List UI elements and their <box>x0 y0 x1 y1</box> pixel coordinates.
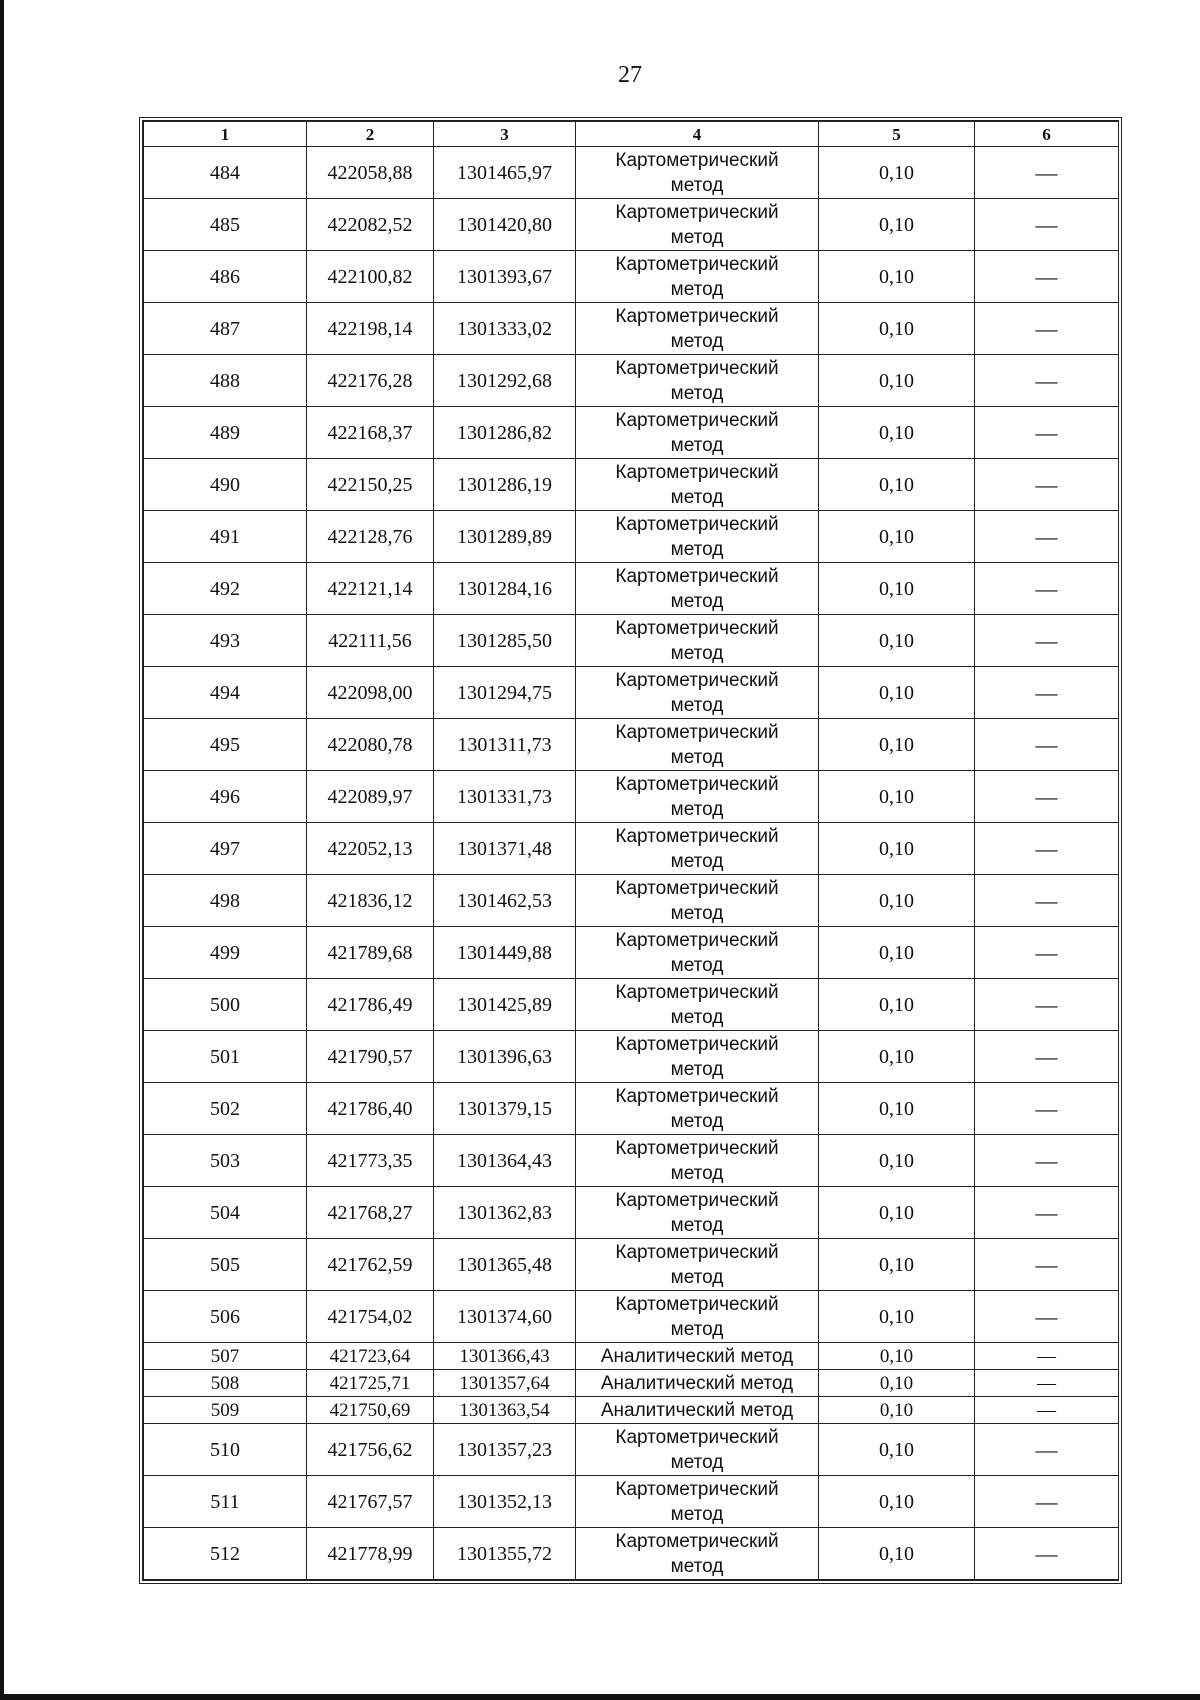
accuracy-cell: 0,10 <box>819 1291 975 1343</box>
note-cell: — <box>975 511 1119 563</box>
table-row <box>144 355 1119 407</box>
accuracy-cell: 0,10 <box>819 979 975 1031</box>
point-number-cell: 488 <box>144 355 307 407</box>
accuracy-cell: 0,10 <box>819 1135 975 1187</box>
y-coordinate-cell: 1301292,68 <box>434 355 576 407</box>
y-coordinate-cell: 1301366,43 <box>434 1343 576 1370</box>
method-line-1: Картометрический <box>615 305 779 327</box>
x-coordinate-cell: 422080,78 <box>307 719 434 771</box>
note-cell: — <box>975 1291 1119 1343</box>
note-cell: — <box>975 459 1119 511</box>
accuracy-cell: 0,10 <box>819 1528 975 1580</box>
table-row <box>144 1135 1119 1187</box>
method-cell <box>576 563 819 615</box>
point-number-cell: 490 <box>144 459 307 511</box>
x-coordinate-cell: 422111,56 <box>307 615 434 667</box>
x-coordinate-cell: 422128,76 <box>307 511 434 563</box>
method-line-1: Картометрический <box>615 1478 779 1500</box>
header-col-1: 1 <box>144 122 307 147</box>
method-line-2: метод <box>670 1503 724 1525</box>
point-number-cell: 496 <box>144 771 307 823</box>
method-line-1: Картометрический <box>615 929 779 951</box>
method-cell <box>576 1135 819 1187</box>
note-cell: — <box>975 1239 1119 1291</box>
note-cell: — <box>975 1135 1119 1187</box>
table-row <box>144 823 1119 875</box>
method-line-2: метод <box>670 434 724 456</box>
note-cell: — <box>975 667 1119 719</box>
method-cell <box>576 719 819 771</box>
method-line-1: Аналитический метод <box>600 1399 794 1421</box>
note-cell: — <box>975 147 1119 199</box>
y-coordinate-cell: 1301425,89 <box>434 979 576 1031</box>
note-cell: — <box>975 927 1119 979</box>
y-coordinate-cell: 1301285,50 <box>434 615 576 667</box>
method-line-1: Аналитический метод <box>600 1372 794 1394</box>
method-cell <box>576 875 819 927</box>
table-row <box>144 303 1119 355</box>
table-row <box>144 199 1119 251</box>
accuracy-cell: 0,10 <box>819 355 975 407</box>
point-number-cell: 500 <box>144 979 307 1031</box>
note-cell: — <box>975 771 1119 823</box>
x-coordinate-cell: 421768,27 <box>307 1187 434 1239</box>
method-line-1: Картометрический <box>615 461 779 483</box>
x-coordinate-cell: 422058,88 <box>307 147 434 199</box>
y-coordinate-cell: 1301311,73 <box>434 719 576 771</box>
method-line-2: метод <box>670 642 724 664</box>
method-line-1: Картометрический <box>615 409 779 431</box>
y-coordinate-cell: 1301286,19 <box>434 459 576 511</box>
method-line-1: Картометрический <box>615 877 779 899</box>
accuracy-cell: 0,10 <box>819 927 975 979</box>
table-row <box>144 251 1119 303</box>
y-coordinate-cell: 1301462,53 <box>434 875 576 927</box>
note-cell: — <box>975 823 1119 875</box>
point-number-cell: 494 <box>144 667 307 719</box>
point-number-cell: 510 <box>144 1424 307 1476</box>
point-number-cell: 493 <box>144 615 307 667</box>
scan-bottom-edge <box>0 1694 1200 1700</box>
coordinates-table <box>143 121 1119 1580</box>
point-number-cell: 484 <box>144 147 307 199</box>
note-cell: — <box>975 563 1119 615</box>
method-cell <box>576 459 819 511</box>
note-cell: — <box>975 407 1119 459</box>
x-coordinate-cell: 422168,37 <box>307 407 434 459</box>
table-row <box>144 1083 1119 1135</box>
x-coordinate-cell: 421773,35 <box>307 1135 434 1187</box>
point-number-cell: 508 <box>144 1370 307 1397</box>
method-cell <box>576 251 819 303</box>
note-cell: — <box>975 875 1119 927</box>
y-coordinate-cell: 1301357,64 <box>434 1370 576 1397</box>
method-line-2: метод <box>670 902 724 924</box>
accuracy-cell: 0,10 <box>819 1370 975 1397</box>
y-coordinate-cell: 1301289,89 <box>434 511 576 563</box>
table-body <box>144 147 1119 1580</box>
x-coordinate-cell: 421836,12 <box>307 875 434 927</box>
accuracy-cell: 0,10 <box>819 1187 975 1239</box>
accuracy-cell: 0,10 <box>819 615 975 667</box>
y-coordinate-cell: 1301363,54 <box>434 1397 576 1424</box>
note-cell: — <box>975 1424 1119 1476</box>
method-cell <box>576 511 819 563</box>
y-coordinate-cell: 1301364,43 <box>434 1135 576 1187</box>
table-row <box>144 1397 1119 1424</box>
table-row <box>144 1343 1119 1370</box>
table-row <box>144 1424 1119 1476</box>
y-coordinate-cell: 1301449,88 <box>434 927 576 979</box>
table-row <box>144 771 1119 823</box>
accuracy-cell: 0,10 <box>819 407 975 459</box>
method-cell <box>576 1370 819 1397</box>
method-line-1: Картометрический <box>615 513 779 535</box>
accuracy-cell: 0,10 <box>819 1343 975 1370</box>
method-line-1: Картометрический <box>615 773 779 795</box>
point-number-cell: 492 <box>144 563 307 615</box>
note-cell: — <box>975 303 1119 355</box>
accuracy-cell: 0,10 <box>819 563 975 615</box>
method-line-1: Картометрический <box>615 721 779 743</box>
x-coordinate-cell: 421767,57 <box>307 1476 434 1528</box>
x-coordinate-cell: 422089,97 <box>307 771 434 823</box>
header-col-4: 4 <box>576 122 819 147</box>
method-line-1: Картометрический <box>615 825 779 847</box>
point-number-cell: 511 <box>144 1476 307 1528</box>
method-line-2: метод <box>670 278 724 300</box>
table-row <box>144 511 1119 563</box>
method-line-2: метод <box>670 1058 724 1080</box>
note-cell: — <box>975 1370 1119 1397</box>
accuracy-cell: 0,10 <box>819 1239 975 1291</box>
method-cell <box>576 1397 819 1424</box>
method-line-1: Картометрический <box>615 1033 779 1055</box>
method-line-1: Картометрический <box>615 981 779 1003</box>
method-cell <box>576 199 819 251</box>
note-cell: — <box>975 1083 1119 1135</box>
x-coordinate-cell: 422150,25 <box>307 459 434 511</box>
y-coordinate-cell: 1301371,48 <box>434 823 576 875</box>
header-col-6: 6 <box>975 122 1119 147</box>
note-cell: — <box>975 1031 1119 1083</box>
method-line-1: Картометрический <box>615 1241 779 1263</box>
method-line-2: метод <box>670 330 724 352</box>
accuracy-cell: 0,10 <box>819 875 975 927</box>
table-row <box>144 1187 1119 1239</box>
method-line-1: Картометрический <box>615 1426 779 1448</box>
y-coordinate-cell: 1301379,15 <box>434 1083 576 1135</box>
table-row <box>144 1239 1119 1291</box>
accuracy-cell: 0,10 <box>819 1031 975 1083</box>
point-number-cell: 509 <box>144 1397 307 1424</box>
coordinates-table-frame <box>139 117 1122 1584</box>
method-cell <box>576 1424 819 1476</box>
accuracy-cell: 0,10 <box>819 667 975 719</box>
method-cell <box>576 1187 819 1239</box>
method-cell <box>576 147 819 199</box>
point-number-cell: 485 <box>144 199 307 251</box>
y-coordinate-cell: 1301357,23 <box>434 1424 576 1476</box>
accuracy-cell: 0,10 <box>819 771 975 823</box>
x-coordinate-cell: 421778,99 <box>307 1528 434 1580</box>
table-row <box>144 1031 1119 1083</box>
y-coordinate-cell: 1301374,60 <box>434 1291 576 1343</box>
accuracy-cell: 0,10 <box>819 1476 975 1528</box>
method-cell <box>576 1528 819 1580</box>
x-coordinate-cell: 421790,57 <box>307 1031 434 1083</box>
note-cell: — <box>975 251 1119 303</box>
y-coordinate-cell: 1301284,16 <box>434 563 576 615</box>
point-number-cell: 495 <box>144 719 307 771</box>
y-coordinate-cell: 1301365,48 <box>434 1239 576 1291</box>
accuracy-cell: 0,10 <box>819 199 975 251</box>
point-number-cell: 486 <box>144 251 307 303</box>
method-line-2: метод <box>670 486 724 508</box>
method-line-2: метод <box>670 1555 724 1577</box>
method-cell <box>576 1343 819 1370</box>
method-line-2: метод <box>670 1110 724 1132</box>
table-row <box>144 1291 1119 1343</box>
method-line-2: метод <box>670 850 724 872</box>
page-number: 27 <box>618 62 642 88</box>
method-line-1: Картометрический <box>615 149 779 171</box>
x-coordinate-cell: 422198,14 <box>307 303 434 355</box>
method-cell <box>576 303 819 355</box>
method-cell <box>576 771 819 823</box>
x-coordinate-cell: 422176,28 <box>307 355 434 407</box>
method-line-1: Картометрический <box>615 1293 779 1315</box>
point-number-cell: 502 <box>144 1083 307 1135</box>
table-row <box>144 459 1119 511</box>
point-number-cell: 504 <box>144 1187 307 1239</box>
point-number-cell: 506 <box>144 1291 307 1343</box>
y-coordinate-cell: 1301294,75 <box>434 667 576 719</box>
method-line-2: метод <box>670 798 724 820</box>
method-line-1: Картометрический <box>615 1530 779 1552</box>
method-line-2: метод <box>670 1451 724 1473</box>
accuracy-cell: 0,10 <box>819 1397 975 1424</box>
point-number-cell: 507 <box>144 1343 307 1370</box>
method-line-1: Аналитический метод <box>600 1345 794 1367</box>
x-coordinate-cell: 421754,02 <box>307 1291 434 1343</box>
accuracy-cell: 0,10 <box>819 511 975 563</box>
accuracy-cell: 0,10 <box>819 823 975 875</box>
x-coordinate-cell: 421789,68 <box>307 927 434 979</box>
method-line-1: Картометрический <box>615 1085 779 1107</box>
method-line-2: метод <box>670 1214 724 1236</box>
table-row <box>144 875 1119 927</box>
table-header-row <box>144 122 1119 147</box>
x-coordinate-cell: 422052,13 <box>307 823 434 875</box>
x-coordinate-cell: 421723,64 <box>307 1343 434 1370</box>
table-row <box>144 563 1119 615</box>
method-line-2: метод <box>670 382 724 404</box>
note-cell: — <box>975 1476 1119 1528</box>
method-cell <box>576 823 819 875</box>
y-coordinate-cell: 1301331,73 <box>434 771 576 823</box>
x-coordinate-cell: 422100,82 <box>307 251 434 303</box>
method-cell <box>576 1031 819 1083</box>
y-coordinate-cell: 1301286,82 <box>434 407 576 459</box>
y-coordinate-cell: 1301362,83 <box>434 1187 576 1239</box>
x-coordinate-cell: 421762,59 <box>307 1239 434 1291</box>
method-line-2: метод <box>670 694 724 716</box>
y-coordinate-cell: 1301465,97 <box>434 147 576 199</box>
table-row <box>144 615 1119 667</box>
method-cell <box>576 1476 819 1528</box>
method-cell <box>576 1239 819 1291</box>
method-line-2: метод <box>670 1162 724 1184</box>
method-line-1: Картометрический <box>615 669 779 691</box>
header-col-2: 2 <box>307 122 434 147</box>
note-cell: — <box>975 1187 1119 1239</box>
method-line-1: Картометрический <box>615 201 779 223</box>
header-col-3: 3 <box>434 122 576 147</box>
method-line-2: метод <box>670 538 724 560</box>
method-line-1: Картометрический <box>615 565 779 587</box>
method-cell <box>576 615 819 667</box>
note-cell: — <box>975 979 1119 1031</box>
method-line-2: метод <box>670 1266 724 1288</box>
method-line-1: Картометрический <box>615 1189 779 1211</box>
note-cell: — <box>975 1528 1119 1580</box>
method-line-2: метод <box>670 590 724 612</box>
point-number-cell: 489 <box>144 407 307 459</box>
method-line-2: метод <box>670 174 724 196</box>
method-cell <box>576 1291 819 1343</box>
y-coordinate-cell: 1301333,02 <box>434 303 576 355</box>
note-cell: — <box>975 1397 1119 1424</box>
table-row <box>144 979 1119 1031</box>
x-coordinate-cell: 422098,00 <box>307 667 434 719</box>
scan-left-edge <box>0 0 4 1700</box>
point-number-cell: 491 <box>144 511 307 563</box>
x-coordinate-cell: 421750,69 <box>307 1397 434 1424</box>
y-coordinate-cell: 1301396,63 <box>434 1031 576 1083</box>
method-cell <box>576 927 819 979</box>
point-number-cell: 497 <box>144 823 307 875</box>
point-number-cell: 505 <box>144 1239 307 1291</box>
accuracy-cell: 0,10 <box>819 1424 975 1476</box>
table-row <box>144 719 1119 771</box>
method-line-1: Картометрический <box>615 1137 779 1159</box>
point-number-cell: 487 <box>144 303 307 355</box>
x-coordinate-cell: 421786,40 <box>307 1083 434 1135</box>
header-col-5: 5 <box>819 122 975 147</box>
method-cell <box>576 355 819 407</box>
x-coordinate-cell: 421786,49 <box>307 979 434 1031</box>
method-line-2: метод <box>670 1006 724 1028</box>
note-cell: — <box>975 719 1119 771</box>
point-number-cell: 512 <box>144 1528 307 1580</box>
method-cell <box>576 979 819 1031</box>
accuracy-cell: 0,10 <box>819 459 975 511</box>
table-row <box>144 927 1119 979</box>
point-number-cell: 499 <box>144 927 307 979</box>
table-row <box>144 147 1119 199</box>
accuracy-cell: 0,10 <box>819 251 975 303</box>
y-coordinate-cell: 1301420,80 <box>434 199 576 251</box>
x-coordinate-cell: 421756,62 <box>307 1424 434 1476</box>
method-cell <box>576 1083 819 1135</box>
y-coordinate-cell: 1301355,72 <box>434 1528 576 1580</box>
note-cell: — <box>975 199 1119 251</box>
accuracy-cell: 0,10 <box>819 719 975 771</box>
method-line-2: метод <box>670 226 724 248</box>
y-coordinate-cell: 1301393,67 <box>434 251 576 303</box>
x-coordinate-cell: 422082,52 <box>307 199 434 251</box>
method-line-2: метод <box>670 746 724 768</box>
point-number-cell: 498 <box>144 875 307 927</box>
table-row <box>144 1528 1119 1580</box>
method-line-2: метод <box>670 1318 724 1340</box>
accuracy-cell: 0,10 <box>819 303 975 355</box>
y-coordinate-cell: 1301352,13 <box>434 1476 576 1528</box>
note-cell: — <box>975 615 1119 667</box>
method-line-1: Картометрический <box>615 253 779 275</box>
point-number-cell: 501 <box>144 1031 307 1083</box>
table-row <box>144 667 1119 719</box>
table-row <box>144 1370 1119 1397</box>
method-cell <box>576 407 819 459</box>
table-row <box>144 1476 1119 1528</box>
note-cell: — <box>975 355 1119 407</box>
method-line-2: метод <box>670 954 724 976</box>
note-cell: — <box>975 1343 1119 1370</box>
method-line-1: Картометрический <box>615 617 779 639</box>
table-row <box>144 407 1119 459</box>
method-cell <box>576 667 819 719</box>
x-coordinate-cell: 422121,14 <box>307 563 434 615</box>
accuracy-cell: 0,10 <box>819 1083 975 1135</box>
accuracy-cell: 0,10 <box>819 147 975 199</box>
x-coordinate-cell: 421725,71 <box>307 1370 434 1397</box>
point-number-cell: 503 <box>144 1135 307 1187</box>
method-line-1: Картометрический <box>615 357 779 379</box>
